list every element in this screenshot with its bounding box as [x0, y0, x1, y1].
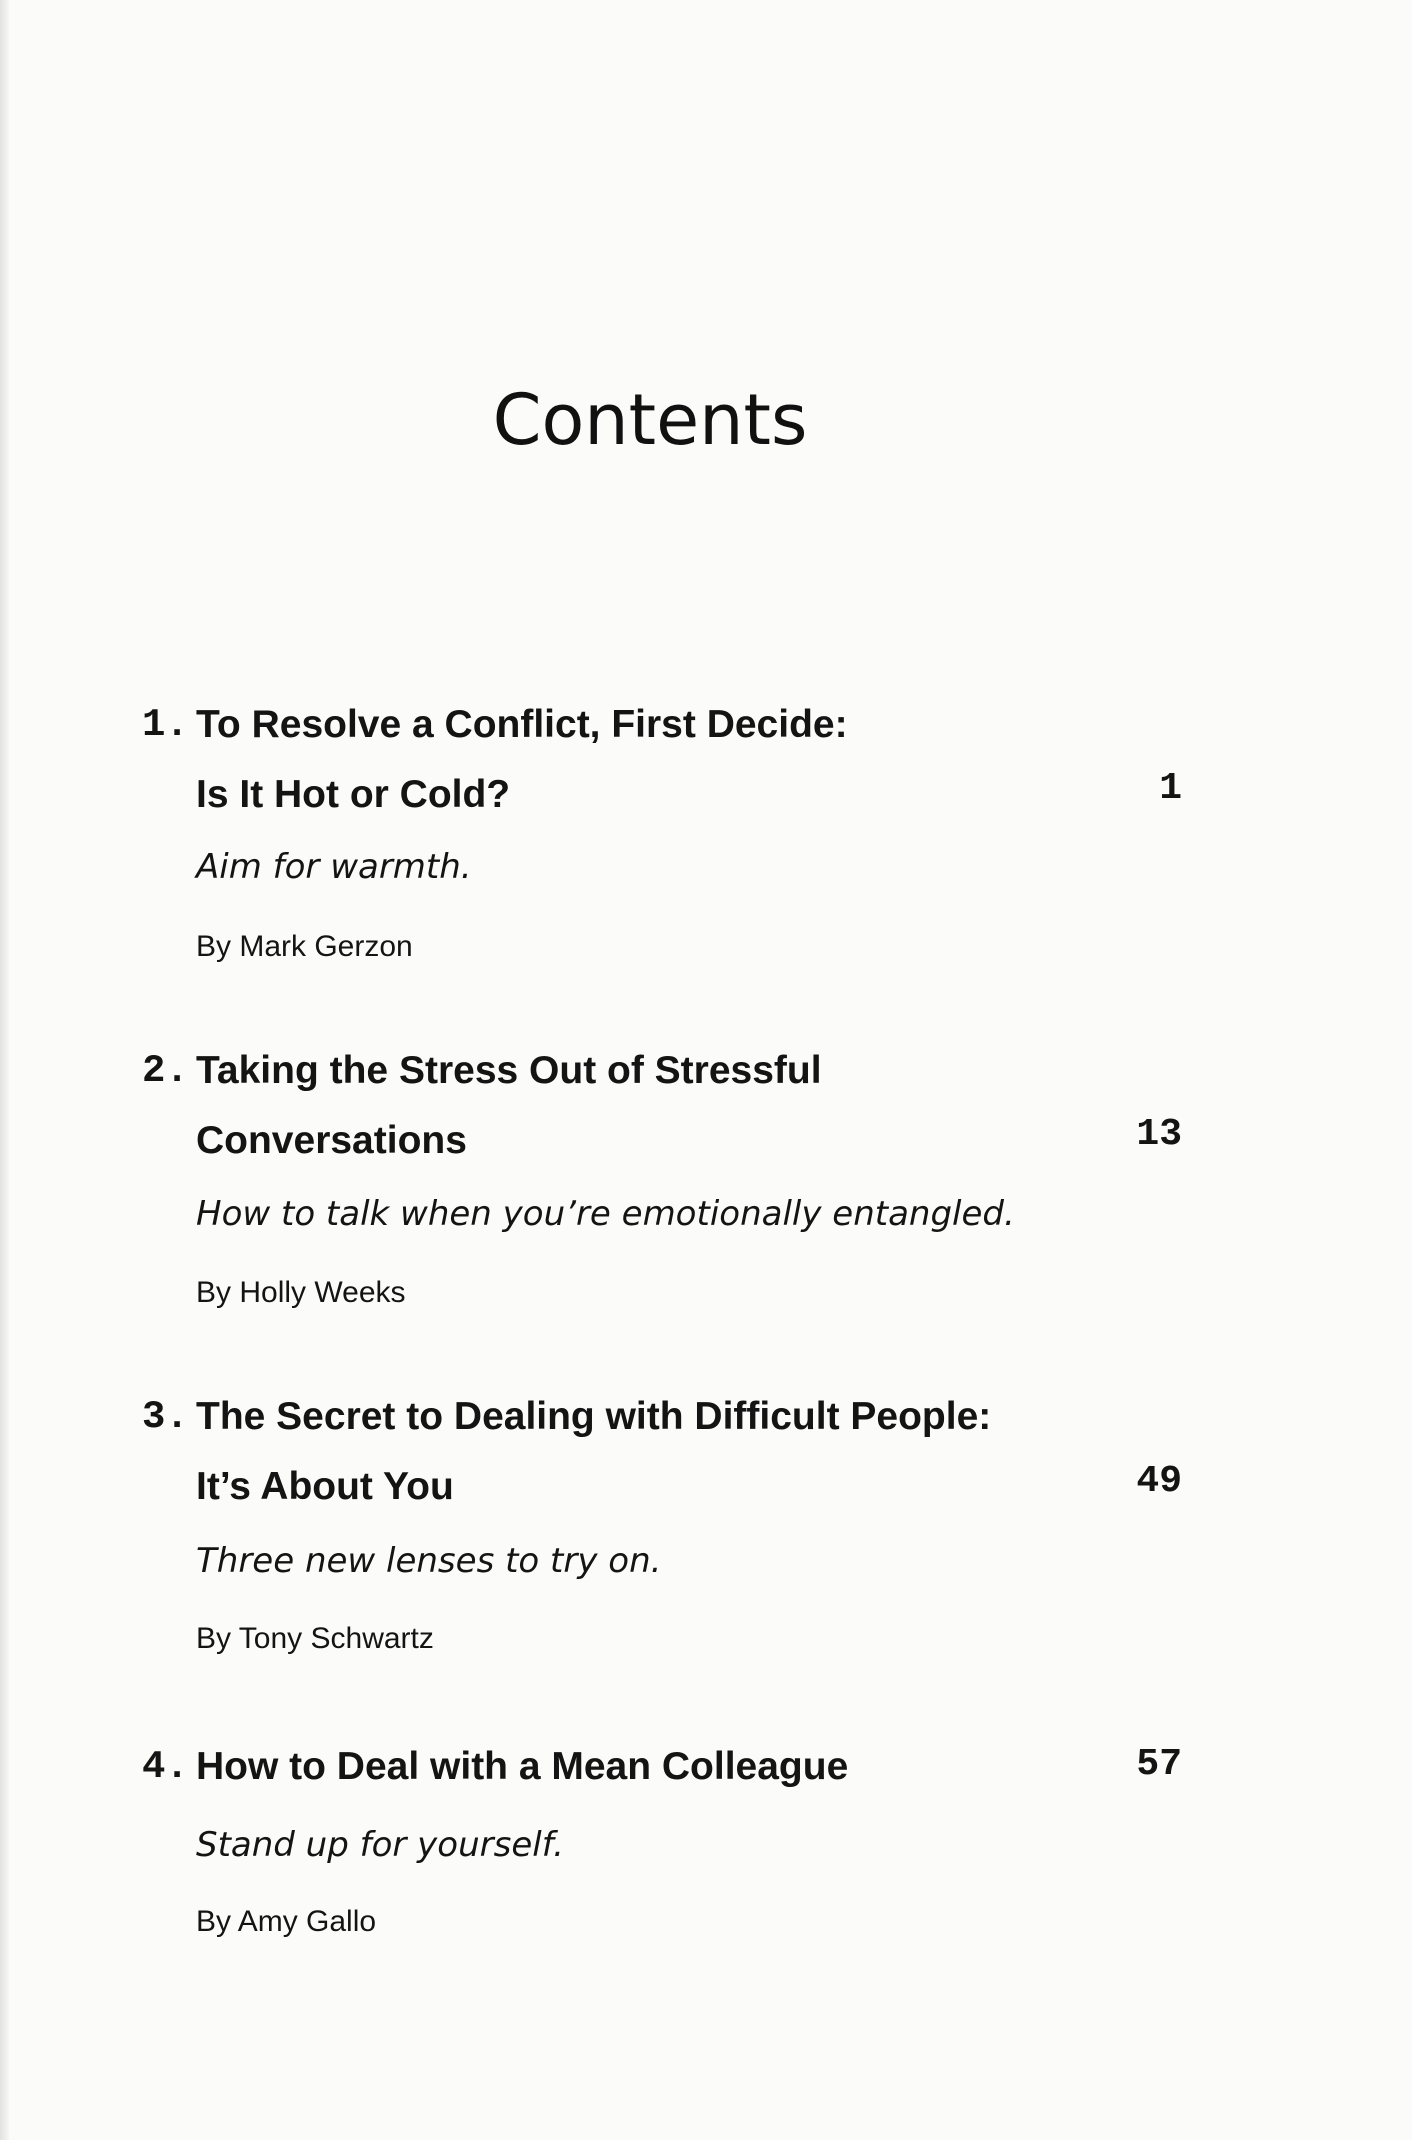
- entry-subtitle: Aim for warmth.: [196, 847, 472, 887]
- toc-entry[interactable]: [0, 690, 1412, 963]
- toc-entry[interactable]: [0, 1382, 1412, 1655]
- entry-number: 2.: [142, 1049, 189, 1093]
- entry-subtitle: Three new lenses to try on.: [196, 1541, 662, 1581]
- entry-page-number[interactable]: 49: [1136, 1460, 1182, 1503]
- entry-title-line: How to Deal with a Mean Colleague: [196, 1745, 849, 1788]
- entry-title[interactable]: [196, 690, 1096, 830]
- entry-page-number[interactable]: 1: [1159, 767, 1182, 810]
- entry-page-number[interactable]: 13: [1136, 1113, 1182, 1156]
- entry-page-number[interactable]: 57: [1136, 1743, 1182, 1786]
- entry-title-line: Conversations: [196, 1119, 467, 1162]
- entry-title-line: Is It Hot or Cold?: [196, 773, 511, 816]
- entry-author: By Mark Gerzon: [196, 930, 413, 963]
- entry-title-line: It’s About You: [196, 1465, 454, 1508]
- entry-subtitle: How to talk when you’re emotionally entangled.: [196, 1194, 1015, 1234]
- page-title: Contents: [492, 379, 808, 461]
- entry-title-line: Taking the Stress Out of Stressful: [196, 1049, 822, 1092]
- entry-title[interactable]: [196, 1732, 1096, 1802]
- entry-author: By Holly Weeks: [196, 1276, 406, 1309]
- entry-number: 1.: [142, 703, 189, 747]
- toc-entry[interactable]: [0, 1732, 1412, 1992]
- entry-title-line: The Secret to Dealing with Difficult People:: [196, 1395, 992, 1438]
- entry-author: By Amy Gallo: [196, 1905, 377, 1938]
- entry-title[interactable]: [196, 1382, 1096, 1522]
- entry-subtitle: Stand up for yourself.: [196, 1825, 564, 1865]
- toc-entry[interactable]: [0, 1036, 1412, 1309]
- entry-title-line: To Resolve a Conflict, First Decide:: [196, 703, 848, 746]
- entry-title[interactable]: [196, 1036, 1096, 1176]
- entry-author: By Tony Schwartz: [196, 1622, 434, 1655]
- entry-number: 4.: [142, 1745, 189, 1789]
- entry-number: 3.: [142, 1395, 189, 1439]
